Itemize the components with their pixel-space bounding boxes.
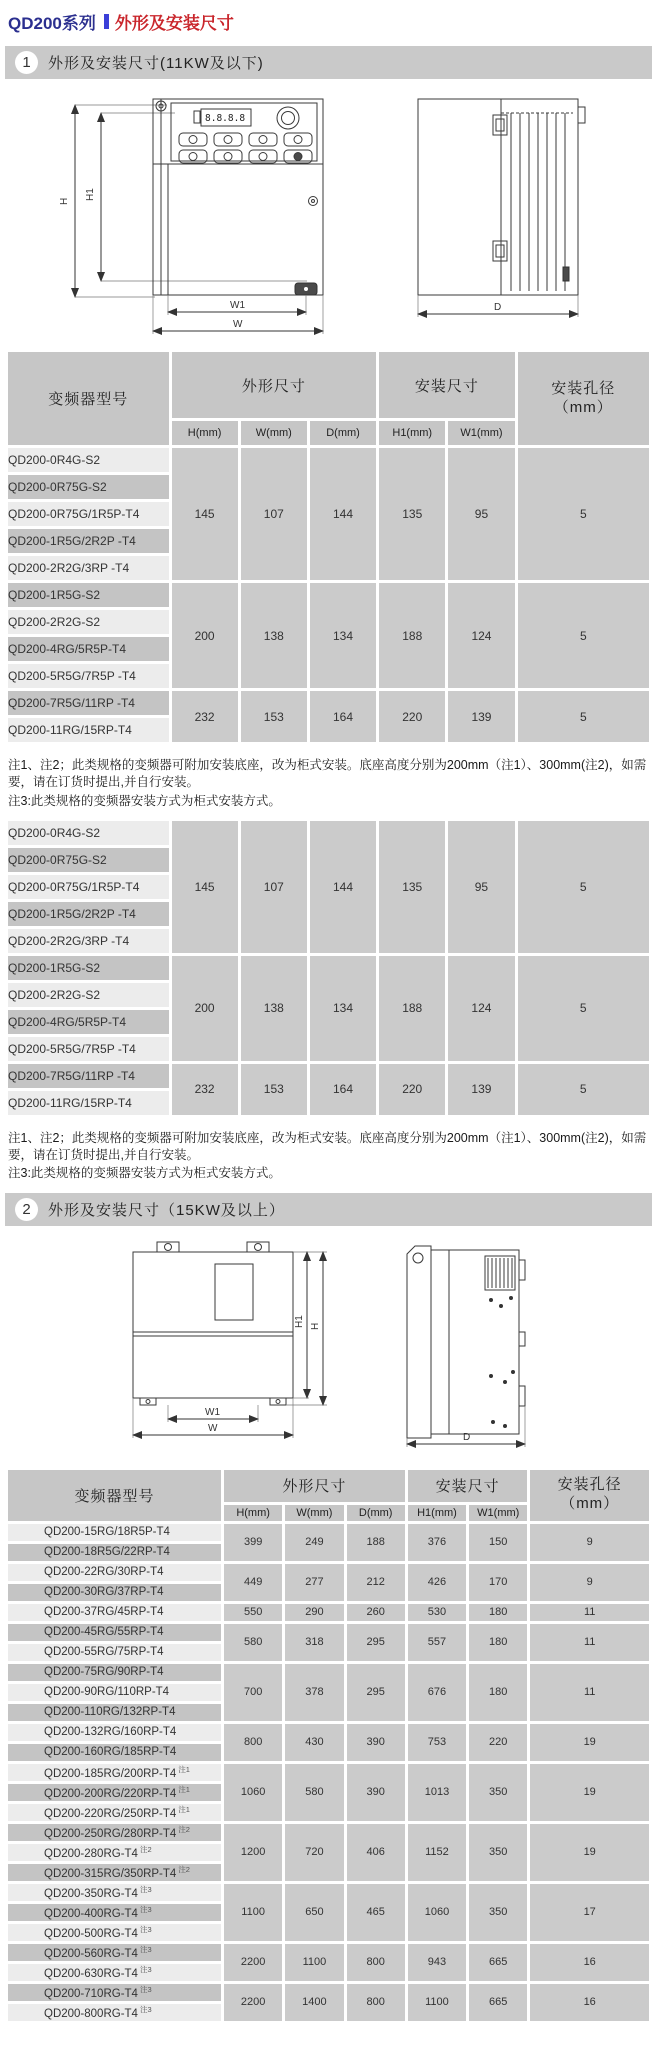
dim-w1-cell: 95 bbox=[448, 448, 514, 580]
note-line-2: 注3:此类规格的变频器安装方式为柜式安装方式。 bbox=[8, 793, 281, 808]
dim-w1-cell: 180 bbox=[469, 1624, 527, 1661]
dim-w-cell: 720 bbox=[285, 1824, 343, 1881]
mount-group-header: 安装尺寸 bbox=[379, 352, 514, 418]
dim-h-cell: 449 bbox=[224, 1564, 282, 1601]
section2-bar bbox=[5, 1193, 652, 1226]
hole-diameter-cell: 9 bbox=[530, 1564, 649, 1601]
dim-h1-cell: 220 bbox=[379, 1064, 445, 1115]
model-name: QD200-560RG-T4 bbox=[44, 1947, 138, 1960]
dim-w-cell: 580 bbox=[285, 1764, 343, 1821]
dim-h1-cell: 135 bbox=[379, 821, 445, 953]
model-name: QD200-22RG/30RP-T4 bbox=[44, 1566, 164, 1578]
model-name: QD200-4RG/5R5P-T4 bbox=[8, 1014, 127, 1029]
sub-header-w: W(mm) bbox=[241, 421, 307, 445]
model-cell bbox=[8, 1584, 221, 1601]
model-name: QD200-280RG-T4 bbox=[44, 1847, 138, 1860]
dim-d-cell: 406 bbox=[347, 1824, 405, 1881]
dim-w1-cell: 350 bbox=[469, 1884, 527, 1941]
model-note-ref: 注2 bbox=[178, 1865, 190, 1875]
model-name: QD200-30RG/37RP-T4 bbox=[44, 1586, 164, 1598]
model-cell bbox=[8, 1784, 221, 1801]
model-name: QD200-1R5G/2R2P -T4 bbox=[8, 534, 136, 548]
model-header-cell: 变频器型号 bbox=[8, 352, 169, 445]
dim-h-cell: 232 bbox=[172, 1064, 238, 1115]
model-note-ref: 注3 bbox=[139, 1885, 152, 1895]
model-name: QD200-200RG/220RP-T4 bbox=[44, 1787, 177, 1800]
hole-diameter-cell: 5 bbox=[518, 583, 649, 688]
model-cell bbox=[8, 1037, 169, 1061]
model-cell bbox=[8, 1624, 221, 1641]
model-note-ref: 注1 bbox=[178, 1805, 190, 1815]
dim-d-cell: 144 bbox=[310, 448, 376, 580]
dim-w1-cell: 665 bbox=[469, 1984, 527, 2021]
model-name: QD200-2R2G-S2 bbox=[8, 987, 101, 1002]
model-cell bbox=[8, 1684, 221, 1701]
model-name: QD200-250RG/280RP-T4 bbox=[44, 1827, 177, 1840]
dim-d-cell: 212 bbox=[347, 1564, 405, 1601]
spec-row bbox=[8, 1564, 649, 1581]
dim-label-w1: W1 bbox=[229, 300, 245, 311]
spec-row bbox=[8, 1624, 649, 1641]
model-name: QD200-315RG/350RP-T4 bbox=[44, 1867, 177, 1880]
model-cell bbox=[8, 1764, 221, 1781]
dim-w1-cell: 124 bbox=[448, 956, 514, 1061]
model-name: QD200-0R75G-S2 bbox=[8, 852, 107, 867]
spec-row bbox=[8, 1664, 649, 1681]
spec-row bbox=[8, 1604, 649, 1621]
dim-w-cell: 1100 bbox=[285, 1944, 343, 1981]
model-name: QD200-0R75G/1R5P-T4 bbox=[8, 879, 140, 894]
dim-label-h1: H1 bbox=[293, 1314, 305, 1328]
model-cell bbox=[8, 929, 169, 953]
dim-w1-cell: 139 bbox=[448, 1064, 514, 1115]
dim-d-cell: 164 bbox=[310, 1064, 376, 1115]
dim-w-cell: 249 bbox=[285, 1524, 343, 1561]
dim-w1-cell: 180 bbox=[469, 1664, 527, 1721]
model-name: QD200-350RG-T4 bbox=[44, 1887, 138, 1900]
model-cell bbox=[8, 664, 169, 688]
brand-text: QD200系列 bbox=[8, 14, 96, 33]
hole-diameter-cell: 19 bbox=[530, 1764, 649, 1821]
outline-group-header: 外形尺寸 bbox=[172, 352, 377, 418]
dim-h-cell: 1200 bbox=[224, 1824, 282, 1881]
dim-h-cell: 2200 bbox=[224, 1944, 282, 1981]
dim-w1-cell: 350 bbox=[469, 1824, 527, 1881]
model-note-ref: 注1 bbox=[178, 1785, 190, 1795]
hole-diameter-cell: 5 bbox=[518, 1064, 649, 1115]
model-note-ref: 注3 bbox=[139, 1965, 152, 1975]
model-name: QD200-132RG/160RP-T4 bbox=[44, 1726, 177, 1738]
hole-diameter-cell: 9 bbox=[530, 1524, 649, 1561]
dim-h-cell: 145 bbox=[172, 448, 238, 580]
dim-w1-cell: 150 bbox=[469, 1524, 527, 1561]
model-cell bbox=[8, 448, 169, 472]
model-name: QD200-45RG/55RP-T4 bbox=[44, 1626, 164, 1638]
spec-row bbox=[8, 691, 649, 715]
dim-h1-cell: 220 bbox=[379, 691, 445, 742]
model-name: QD200-220RG/250RP-T4 bbox=[44, 1807, 177, 1820]
model-cell bbox=[8, 902, 169, 926]
model-cell bbox=[8, 637, 169, 661]
mount-group-header: 安装尺寸 bbox=[408, 1470, 528, 1502]
spec-row bbox=[8, 1884, 649, 1901]
section-number-badge: 2 bbox=[15, 1198, 38, 1221]
note-line-2: 注3:此类规格的变频器安装方式为柜式安装方式。 bbox=[8, 1166, 281, 1181]
model-cell bbox=[8, 1064, 169, 1088]
dim-h1-cell: 188 bbox=[379, 956, 445, 1061]
model-name: QD200-7R5G/11RP -T4 bbox=[8, 696, 135, 710]
model-name: QD200-400RG-T4 bbox=[44, 1907, 138, 1920]
model-cell bbox=[8, 1964, 221, 1981]
model-name: QD200-0R4G-S2 bbox=[8, 453, 101, 467]
spec-row bbox=[8, 583, 649, 607]
model-cell bbox=[8, 1010, 169, 1034]
dim-label-d: D bbox=[493, 302, 501, 313]
dimensions-table-small bbox=[5, 349, 652, 745]
dim-h-cell: 200 bbox=[172, 583, 238, 688]
model-cell bbox=[8, 983, 169, 1007]
model-name: QD200-800RG-T4 bbox=[44, 2007, 138, 2020]
dim-w-cell: 153 bbox=[241, 1064, 307, 1115]
dim-h1-cell: 1060 bbox=[408, 1884, 466, 1941]
model-name: QD200-15RG/18R5P-T4 bbox=[44, 1526, 170, 1538]
model-cell bbox=[8, 1564, 221, 1581]
model-note-ref: 注3 bbox=[139, 1905, 152, 1915]
model-cell bbox=[8, 1704, 221, 1721]
dimensions-table-small-repeat bbox=[5, 818, 652, 1118]
dim-h-cell: 800 bbox=[224, 1724, 282, 1761]
model-cell bbox=[8, 1664, 221, 1681]
dim-h-cell: 200 bbox=[172, 956, 238, 1061]
model-cell bbox=[8, 1824, 221, 1841]
sub-header-d: D(mm) bbox=[347, 1505, 405, 1521]
model-cell bbox=[8, 1091, 169, 1115]
hole-diameter-cell: 5 bbox=[518, 821, 649, 953]
model-cell bbox=[8, 1724, 221, 1741]
dim-h1-cell: 557 bbox=[408, 1624, 466, 1661]
model-cell bbox=[8, 691, 169, 715]
dim-w1-cell: 665 bbox=[469, 1944, 527, 1981]
dim-label-w: W bbox=[232, 319, 242, 330]
dim-h-cell: 550 bbox=[224, 1604, 282, 1621]
section1-title: 外形及安装尺寸(11KW及以下) bbox=[48, 55, 264, 72]
model-cell bbox=[8, 1744, 221, 1761]
model-note-ref: 注2 bbox=[178, 1825, 190, 1835]
model-name: QD200-5R5G/7R5P -T4 bbox=[8, 1041, 136, 1056]
vent-grille bbox=[485, 1256, 515, 1290]
dim-w-cell: 650 bbox=[285, 1884, 343, 1941]
sub-header-d: D(mm) bbox=[310, 421, 376, 445]
dim-d-cell: 800 bbox=[347, 1984, 405, 2021]
model-cell bbox=[8, 1924, 221, 1941]
model-note-ref: 注3 bbox=[139, 1945, 152, 1955]
dim-h-cell: 580 bbox=[224, 1624, 282, 1661]
page-topic-text: 外形及安装尺寸 bbox=[114, 14, 234, 33]
model-name: QD200-110RG/132RP-T4 bbox=[44, 1706, 176, 1718]
hole-diameter-cell: 11 bbox=[530, 1604, 649, 1621]
dim-d-cell: 134 bbox=[310, 583, 376, 688]
dim-d-cell: 295 bbox=[347, 1624, 405, 1661]
model-name: QD200-0R75G/1R5P-T4 bbox=[8, 507, 140, 521]
model-cell bbox=[8, 1524, 221, 1541]
spec-row bbox=[8, 1724, 649, 1741]
model-name: QD200-185RG/200RP-T4 bbox=[44, 1767, 177, 1780]
hole-diameter-cell: 17 bbox=[530, 1884, 649, 1941]
dim-w1-cell: 180 bbox=[469, 1604, 527, 1621]
model-cell bbox=[8, 1864, 221, 1881]
dim-d-cell: 134 bbox=[310, 956, 376, 1061]
segment-display: 8.8.8.8 bbox=[204, 113, 245, 124]
hole-header-cell bbox=[530, 1470, 649, 1521]
dim-w-cell: 378 bbox=[285, 1664, 343, 1721]
model-name: QD200-710RG-T4 bbox=[44, 1987, 138, 2000]
model-cell bbox=[8, 821, 169, 845]
model-cell bbox=[8, 475, 169, 499]
model-name: QD200-11RG/15RP-T4 bbox=[8, 1095, 132, 1110]
model-name: QD200-1R5G/2R2P -T4 bbox=[8, 906, 136, 921]
dim-h1-cell: 188 bbox=[379, 583, 445, 688]
model-cell bbox=[8, 1904, 221, 1921]
dim-h1-cell: 530 bbox=[408, 1604, 466, 1621]
section1-diagrams bbox=[0, 79, 657, 341]
dim-w-cell: 318 bbox=[285, 1624, 343, 1661]
dim-w-cell: 138 bbox=[241, 583, 307, 688]
dim-h1-cell: 135 bbox=[379, 448, 445, 580]
model-name: QD200-160RG/185RP-T4 bbox=[44, 1746, 177, 1758]
dim-w-cell: 277 bbox=[285, 1564, 343, 1601]
model-note-ref: 注2 bbox=[139, 1845, 152, 1855]
section1-bar bbox=[5, 46, 652, 79]
title-separator-bar bbox=[104, 14, 109, 29]
heatsink-fins bbox=[511, 113, 565, 291]
dim-label-h1: H1 bbox=[84, 188, 96, 201]
dim-d-cell: 390 bbox=[347, 1724, 405, 1761]
model-name: QD200-55RG/75RP-T4 bbox=[44, 1646, 164, 1658]
dim-w-cell: 138 bbox=[241, 956, 307, 1061]
model-name: QD200-2R2G/3RP -T4 bbox=[8, 933, 130, 948]
hole-header-line2: （mm） bbox=[553, 398, 613, 416]
dim-label-w: W bbox=[207, 1422, 217, 1434]
notes-block-repeat bbox=[8, 1130, 647, 1183]
hole-diameter-cell: 16 bbox=[530, 1984, 649, 2021]
model-cell bbox=[8, 1884, 221, 1901]
model-name: QD200-630RG-T4 bbox=[44, 1967, 138, 1980]
dimensions-table-large bbox=[5, 1467, 652, 2024]
dim-d-cell: 390 bbox=[347, 1764, 405, 1821]
hole-diameter-cell: 19 bbox=[530, 1824, 649, 1881]
dim-label-d: D bbox=[462, 1431, 470, 1443]
hole-header-line1: 安装孔径 bbox=[551, 379, 616, 397]
hole-header-line1: 安装孔径 bbox=[557, 1476, 622, 1494]
hole-header-cell bbox=[518, 352, 649, 445]
screw-dots bbox=[489, 1296, 515, 1428]
hole-diameter-cell: 5 bbox=[518, 691, 649, 742]
dim-h1-cell: 943 bbox=[408, 1944, 466, 1981]
sub-header-w1: W1(mm) bbox=[448, 421, 514, 445]
spec-row bbox=[8, 1824, 649, 1841]
dim-h1-cell: 1100 bbox=[408, 1984, 466, 2021]
model-cell bbox=[8, 875, 169, 899]
sub-header-h1: H1(mm) bbox=[379, 421, 445, 445]
model-cell bbox=[8, 1844, 221, 1861]
hole-diameter-cell: 19 bbox=[530, 1724, 649, 1761]
hole-diameter-cell: 5 bbox=[518, 956, 649, 1061]
model-note-ref: 注1 bbox=[178, 1765, 190, 1775]
note-line-1: 注1、注2；此类规格的变频器可附加安装底座，改为柜式安装。底座高度分别为200mm（注1）、300mm(注2)，如需要，请在订货时提出,并自行安装。 bbox=[8, 1130, 647, 1162]
model-note-ref: 注3 bbox=[139, 1925, 152, 1935]
outline-group-header: 外形尺寸 bbox=[224, 1470, 405, 1502]
dim-label-h: H bbox=[58, 197, 70, 205]
model-cell bbox=[8, 1804, 221, 1821]
spec-row bbox=[8, 1984, 649, 2001]
model-name: QD200-1R5G-S2 bbox=[8, 960, 101, 975]
hole-header-line2: （mm） bbox=[560, 1495, 620, 1512]
model-name: QD200-4RG/5R5P-T4 bbox=[8, 642, 127, 656]
hole-diameter-cell: 16 bbox=[530, 1944, 649, 1981]
model-name: QD200-75RG/90RP-T4 bbox=[44, 1666, 164, 1678]
sub-header-h1: H1(mm) bbox=[408, 1505, 466, 1521]
spec-row bbox=[8, 448, 649, 472]
model-header-cell: 变频器型号 bbox=[8, 1470, 221, 1521]
dim-h-cell: 1060 bbox=[224, 1764, 282, 1821]
dim-label-h: H bbox=[309, 1322, 321, 1330]
dim-h-cell: 1100 bbox=[224, 1884, 282, 1941]
section-number-badge: 1 bbox=[15, 51, 38, 74]
model-cell bbox=[8, 1944, 221, 1961]
model-name: QD200-18R5G/22RP-T4 bbox=[44, 1546, 170, 1558]
spec-row bbox=[8, 1524, 649, 1541]
side-view-small-diagram bbox=[393, 89, 603, 339]
hole-diameter-cell: 5 bbox=[518, 448, 649, 580]
dim-h1-cell: 1152 bbox=[408, 1824, 466, 1881]
model-note-ref: 注3 bbox=[139, 2005, 152, 2015]
dim-h1-cell: 676 bbox=[408, 1664, 466, 1721]
model-name: QD200-0R75G-S2 bbox=[8, 480, 107, 494]
spec-row bbox=[8, 1064, 649, 1088]
model-name: QD200-90RG/110RP-T4 bbox=[44, 1686, 170, 1698]
spec-row bbox=[8, 1944, 649, 1961]
dim-d-cell: 800 bbox=[347, 1944, 405, 1981]
sub-header-w1: W1(mm) bbox=[469, 1505, 527, 1521]
dim-h-cell: 700 bbox=[224, 1664, 282, 1721]
model-name: QD200-2R2G-S2 bbox=[8, 615, 101, 629]
dim-d-cell: 188 bbox=[347, 1524, 405, 1561]
dim-w1-cell: 220 bbox=[469, 1724, 527, 1761]
dim-w-cell: 107 bbox=[241, 821, 307, 953]
model-name: QD200-37RG/45RP-T4 bbox=[44, 1606, 164, 1618]
hole-diameter-cell: 11 bbox=[530, 1624, 649, 1661]
dim-d-cell: 295 bbox=[347, 1664, 405, 1721]
model-cell bbox=[8, 718, 169, 742]
model-cell bbox=[8, 1604, 221, 1621]
dim-w-cell: 290 bbox=[285, 1604, 343, 1621]
dim-h1-cell: 376 bbox=[408, 1524, 466, 1561]
note-line-1: 注1、注2；此类规格的变频器可附加安装底座，改为柜式安装。底座高度分别为200mm（注1）、300mm(注2)，如需要，请在订货时提出,并自行安装。 bbox=[8, 758, 647, 790]
model-cell bbox=[8, 1984, 221, 2001]
dim-w-cell: 153 bbox=[241, 691, 307, 742]
front-view-small-diagram bbox=[55, 89, 345, 339]
dim-w1-cell: 139 bbox=[448, 691, 514, 742]
model-name: QD200-1R5G-S2 bbox=[8, 588, 101, 602]
section2-diagrams bbox=[0, 1226, 657, 1453]
dim-h1-cell: 1013 bbox=[408, 1764, 466, 1821]
model-cell bbox=[8, 556, 169, 580]
spec-row bbox=[8, 1764, 649, 1781]
sub-header-w: W(mm) bbox=[285, 1505, 343, 1521]
dim-h1-cell: 753 bbox=[408, 1724, 466, 1761]
model-cell bbox=[8, 1544, 221, 1561]
model-note-ref: 注3 bbox=[139, 1985, 152, 1995]
dim-h-cell: 399 bbox=[224, 1524, 282, 1561]
dim-w-cell: 430 bbox=[285, 1724, 343, 1761]
spec-row bbox=[8, 956, 649, 980]
section2-title: 外形及安装尺寸（15KW及以上） bbox=[48, 1201, 285, 1219]
keypad-buttons bbox=[179, 133, 312, 163]
sub-header-h: H(mm) bbox=[224, 1505, 282, 1521]
model-name: QD200-5R5G/7R5P -T4 bbox=[8, 669, 136, 683]
dim-w1-cell: 350 bbox=[469, 1764, 527, 1821]
dim-h-cell: 145 bbox=[172, 821, 238, 953]
dim-h-cell: 2200 bbox=[224, 1984, 282, 2021]
dim-d-cell: 260 bbox=[347, 1604, 405, 1621]
dim-d-cell: 164 bbox=[310, 691, 376, 742]
dim-h-cell: 232 bbox=[172, 691, 238, 742]
model-cell bbox=[8, 610, 169, 634]
dim-w1-cell: 124 bbox=[448, 583, 514, 688]
model-name: QD200-7R5G/11RP -T4 bbox=[8, 1068, 135, 1083]
model-cell bbox=[8, 848, 169, 872]
model-cell bbox=[8, 956, 169, 980]
hole-diameter-cell: 11 bbox=[530, 1664, 649, 1721]
page-title bbox=[0, 0, 657, 36]
dim-d-cell: 465 bbox=[347, 1884, 405, 1941]
dim-h1-cell: 426 bbox=[408, 1564, 466, 1601]
sub-header-h: H(mm) bbox=[172, 421, 238, 445]
dim-d-cell: 144 bbox=[310, 821, 376, 953]
spec-row bbox=[8, 821, 649, 845]
model-cell bbox=[8, 529, 169, 553]
notes-block bbox=[8, 757, 647, 810]
dim-label-w1: W1 bbox=[204, 1406, 220, 1418]
dim-w1-cell: 170 bbox=[469, 1564, 527, 1601]
model-cell bbox=[8, 2004, 221, 2021]
model-cell bbox=[8, 1644, 221, 1661]
front-view-large-diagram bbox=[95, 1236, 345, 1451]
side-view-large-diagram bbox=[393, 1236, 563, 1451]
dim-w1-cell: 95 bbox=[448, 821, 514, 953]
model-name: QD200-11RG/15RP-T4 bbox=[8, 723, 132, 737]
dim-w-cell: 107 bbox=[241, 448, 307, 580]
model-name: QD200-0R4G-S2 bbox=[8, 825, 101, 840]
model-name: QD200-2R2G/3RP -T4 bbox=[8, 561, 130, 575]
model-cell bbox=[8, 502, 169, 526]
model-cell bbox=[8, 583, 169, 607]
dim-w-cell: 1400 bbox=[285, 1984, 343, 2021]
model-name: QD200-500RG-T4 bbox=[44, 1927, 138, 1940]
